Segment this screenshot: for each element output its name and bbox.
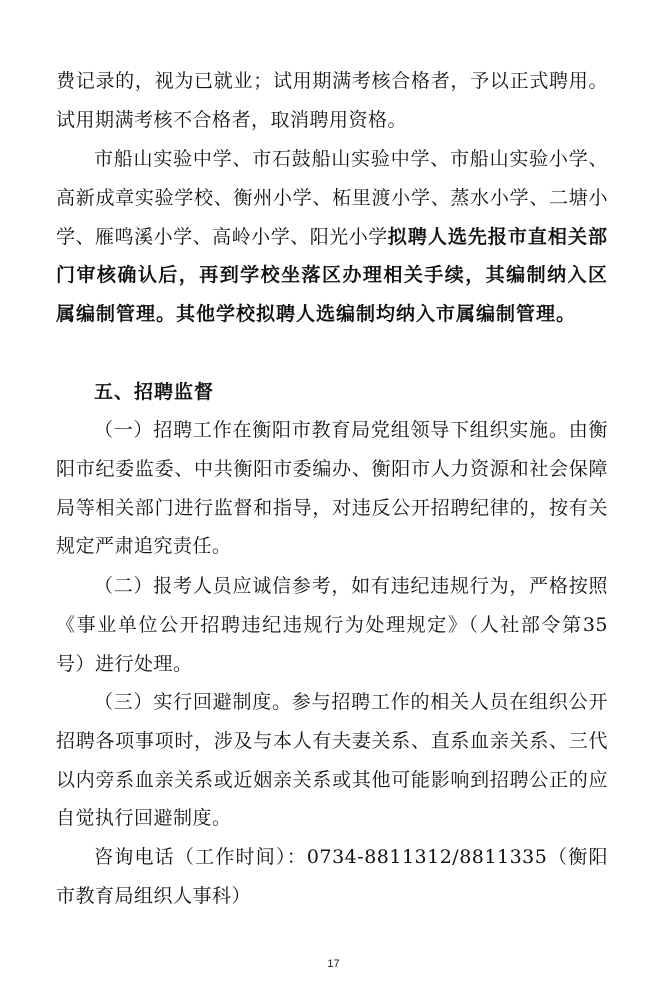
section-heading-supervision: 五、招聘监督 (94, 381, 215, 403)
paragraph-supervision-3: （三）实行回避制度。参与招聘工作的相关人员在组织公开招聘各项事项时，涉及与本人有夫妻关系、直系血亲关系、三代以内旁系血亲关系或近姻亲关系或其他可能影响到招聘公正的应自觉执行回避制度。 (56, 691, 608, 830)
paragraph-supervision-2: （二）报考人员应诚信参考，如有违纪违规行为，严格按照《事业单位公开招聘违纪违规行为处理规定》（人社部令第35号）进行处理。 (56, 575, 608, 675)
staffing-rule-bold-text: 拟聘人选先报市直相关部门审核确认后，再到学校坐落区办理相关手续，其编制纳入区属编制管理。其他学校拟聘人选编制均纳入市属编制管理。 (56, 225, 608, 326)
page-number: 17 (327, 958, 340, 970)
paragraph-probation: 费记录的，视为已就业；试用期满考核合格者，予以正式聘用。试用期满考核不合格者，取消聘用资格。 (56, 70, 608, 131)
school-list-text: 市船山实验中学、市石鼓船山实验中学、市船山实验小学、高新成章实验学校、衡州小学、柘里渡小学、蒸水小学、二塘小学、雁鸣溪小学、高岭小学、阳光小学 (56, 148, 608, 248)
paragraph-school-staffing (56, 140, 608, 334)
paragraph-contact: 咨询电话（工作时间）：0734-8811312/8811335（衡阳市教育局组织人事科） (56, 846, 608, 907)
paragraph-supervision-1: （一）招聘工作在衡阳市教育局党组领导下组织实施。由衡阳市纪委监委、中共衡阳市委编办、衡阳市人力资源和社会保障局等相关部门进行监督和指导，对违反公开招聘纪律的，按有关规定严肃追究责任。 (56, 419, 608, 558)
